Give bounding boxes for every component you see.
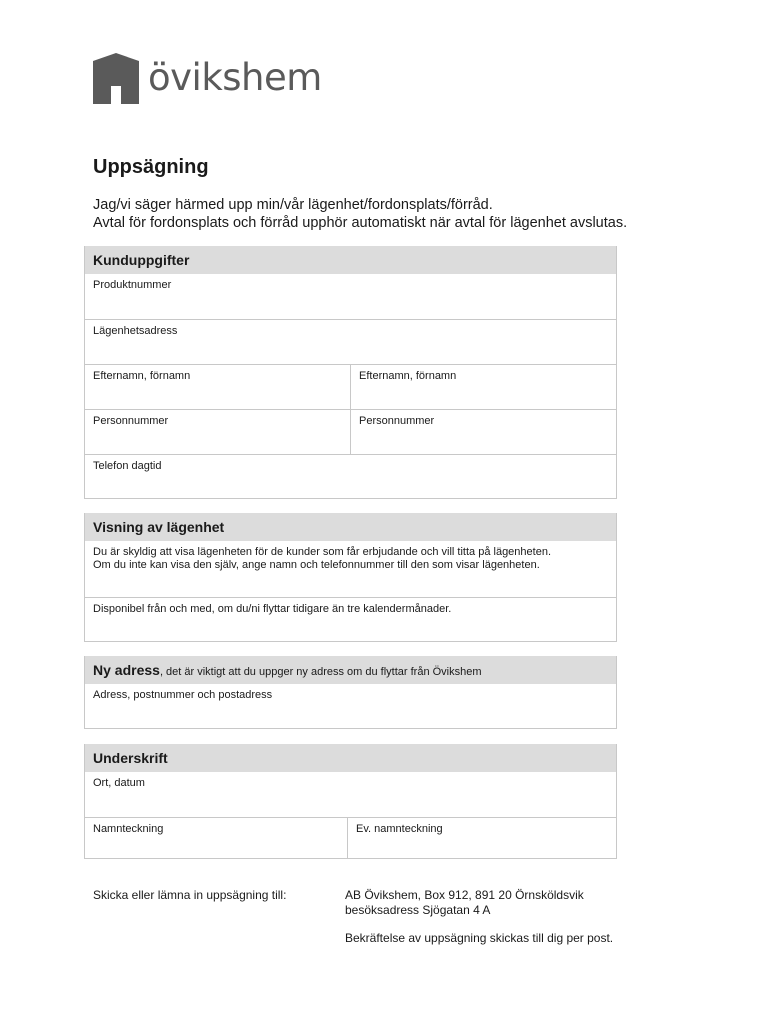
field-lagenhetsadress[interactable] [85,320,616,364]
field-label: Lägenhetsadress [93,325,178,337]
logo-wordmark: övikshem [148,55,322,99]
form-row-ort-datum [85,772,616,817]
field-label: Telefon dagtid [93,460,162,472]
form-row-namnteckning [85,817,616,858]
form-row-adress [85,684,616,728]
visning-info-line-1: Du är skyldig att visa lägenheten för de kunder som får erbjudande och vill titta på lägenheten. [93,546,551,558]
field-personnummer-1[interactable] [85,410,350,454]
field-namn-2[interactable] [350,365,616,409]
field-ort-datum[interactable] [85,772,616,817]
field-namn-1[interactable] [85,365,350,409]
field-ev-namnteckning[interactable] [347,818,616,858]
field-label: Ev. namnteckning [356,823,443,835]
form-row-lagenhetsadress [85,319,616,364]
ny-adress-heading-text: Ny adress [93,662,160,678]
field-namnteckning[interactable] [85,818,347,858]
field-label: Disponibel från och med, om du/ni flyttar tidigare än tre kalendermånader. [93,603,452,615]
ny-adress-heading-note: , det är viktigt att du uppger ny adress om du flyttar från Övikshem [159,666,482,678]
field-label: Namnteckning [93,823,164,835]
section-heading-visning: Visning av lägenhet [85,513,616,541]
field-disponibel[interactable] [85,598,616,641]
section-visning [84,513,617,642]
intro-text [93,196,627,232]
form-row-personnummer [85,409,616,454]
form-row-produktnummer [85,274,616,319]
field-ny-adress[interactable] [85,684,616,728]
section-kunduppgifter [84,246,617,499]
house-logo-icon [93,53,139,104]
field-label: Ort, datum [93,777,145,789]
intro-line-1: Jag/vi säger härmed upp min/vår lägenhet/fordonsplats/förråd. [93,197,493,213]
field-label: Efternamn, förnamn [359,370,457,382]
footer-send-label: Skicka eller lämna in uppsägning till: [93,888,287,902]
intro-line-2: Avtal för fordonsplats och förråd upphör automatiskt när avtal för lägenhet avslutas. [93,215,628,231]
field-personnummer-2[interactable] [350,410,616,454]
field-label: Produktnummer [93,279,172,291]
field-telefon[interactable] [85,455,616,498]
section-heading-underskrift: Underskrift [85,744,616,772]
form-row-telefon [85,454,616,498]
form-row-disponibel [85,597,616,641]
field-label: Personnummer [359,415,435,427]
field-visning-info[interactable] [85,541,616,597]
section-ny-adress [84,656,617,729]
page-title: Uppsägning [93,156,209,178]
form-row-visning-info [85,541,616,597]
section-heading-ny-adress [85,656,616,684]
footer-address-line-2: besöksadress Sjögatan 4 A [345,903,491,917]
visning-info-line-2: Om du inte kan visa den själv, ange namn och telefonnummer till den som visar lägenheten. [93,559,540,571]
section-underskrift [84,744,617,859]
field-label: Personnummer [93,415,169,427]
footer-confirmation: Bekräftelse av uppsägning skickas till dig per post. [345,931,614,945]
field-label: Adress, postnummer och postadress [93,689,273,701]
footer-address-line-1: AB Övikshem, Box 912, 891 20 Örnsköldsvik [345,888,584,902]
field-label: Efternamn, förnamn [93,370,191,382]
form-row-namn [85,364,616,409]
section-heading-kunduppgifter: Kunduppgifter [85,246,616,274]
field-produktnummer[interactable] [85,274,616,319]
footer-address [345,888,584,918]
company-logo [93,52,322,104]
